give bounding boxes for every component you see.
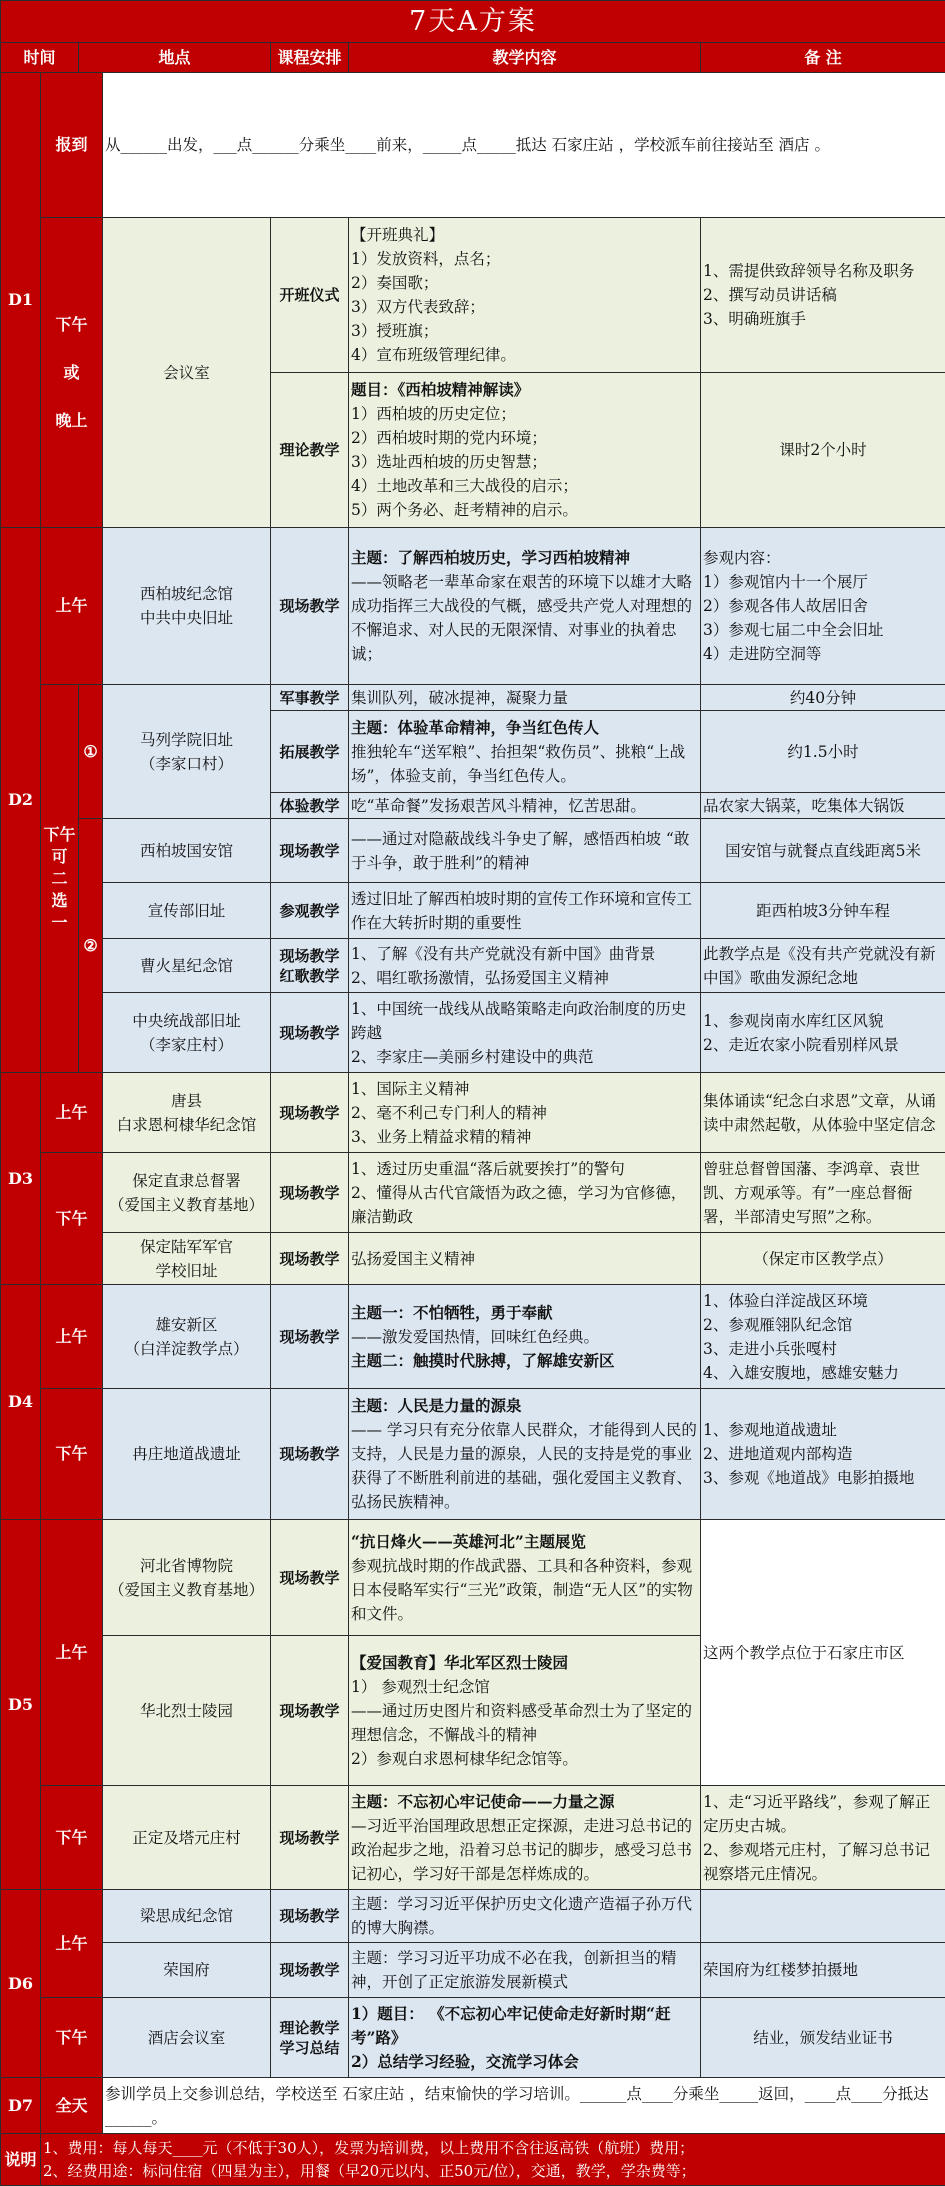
note-d5-am: 这两个教学点位于石家庄市区 (701, 1520, 945, 1786)
place-ranzhuang: 冉庄地道战遗址 (103, 1389, 271, 1520)
content-ranzhuang (349, 1389, 701, 1520)
content-governor-office: 1、透过历史重温“落后就要挨打”的警句 2、懂得从古代官箴悟为政之德，学习为官修德，廉洁勤政 (349, 1153, 701, 1233)
note-united-front: 1、参观岗南水库红区风貌 2、走近农家小院看别样风景 (701, 993, 945, 1073)
content-hebei-museum-body: 参观抗战时期的作战武器、工具和各种资料，参观日本侵略军实行“三光”政策，制造“无人区”的实物和文件。 (351, 1554, 698, 1626)
course-zhengding: 现场教学 (271, 1786, 349, 1890)
note-closing: 结业，颁发结业证书 (701, 1998, 945, 2078)
header-course: 课程安排 (271, 43, 349, 73)
note-zhengding: 1、走“习近平路线”，参观了解正定历史古城。 2、参观塔元庄村，了解习总书记视察塔元庄情况。 (701, 1786, 945, 1890)
content-hebei-museum (349, 1520, 701, 1636)
content-closing-2: 2）总结学习经验，交流学习体会 (351, 2050, 698, 2074)
note-xiongan: 1、体验白洋淀战区环境 2、参观雁翎队纪念馆 3、走进小兵张嘎村 4、入雄安腹地，感雄安魅力 (701, 1285, 945, 1389)
content-caohuoxing: 1、了解《没有共产党就没有新中国》曲背景 2、唱红歌扬激情，弘扬爱国主义精神 (349, 939, 701, 993)
place-xiongan: 雄安新区 （白洋淀教学点） (103, 1285, 271, 1389)
content-military: 集训队列，破冰提神，凝聚力量 (349, 685, 701, 711)
header-time: 时间 (1, 43, 79, 73)
place-united-front-dept: 中央统战部旧址 （李家庄村） (103, 993, 271, 1073)
content-propaganda: 透过旧址了解西柏坡时期的宣传工作环境和宣传工作在大转折时期的重要性 (349, 883, 701, 939)
content-xibaipo-title: 主题：了解西柏坡历史，学习西柏坡精神 (351, 546, 698, 570)
place-hebei-museum: 河北省博物院 （爱国主义教育基地） (103, 1520, 271, 1636)
course-extension: 拓展教学 (271, 711, 349, 793)
course-military: 军事教学 (271, 685, 349, 711)
content-theory-1-body: 1）西柏坡的历史定位； 2）西柏坡时期的党内环境； 3）选址西柏坡的历史智慧； 4）土地改革和三大战役的启示； 5）两个务必、赶考精神的启示。 (351, 402, 698, 522)
place-meeting-room: 会议室 (103, 218, 271, 528)
segment-d2-choice: 下午 可 二 选 一 (41, 685, 79, 1073)
note-extension: 约1.5小时 (701, 711, 945, 793)
content-bethune: 1、国际主义精神 2、毫不利己专门利人的精神 3、业务上精益求精的精神 (349, 1073, 701, 1153)
content-united-front: 1、中国统一战线从战略策略走向政治制度的历史跨越 2、李家庄—美丽乡村建设中的典范 (349, 993, 701, 1073)
content-experience: 吃“革命餐”发扬艰苦风斗精神，忆苦思甜。 (349, 793, 701, 819)
content-martyrs-cemetery-body: 1） 参观烈士纪念馆 ——通过历史图片和资料感受革命烈士为了坚定的理想信念，不懈战斗的精神 2）参观白求恩柯棣华纪念馆等。 (351, 1675, 698, 1771)
header-place: 地点 (79, 43, 271, 73)
course-xibaipo: 现场教学 (271, 528, 349, 685)
course-propaganda: 参观教学 (271, 883, 349, 939)
content-extension-title: 主题：体验革命精神，争当红色传人 (351, 716, 698, 740)
segment-d5-am: 上午 (41, 1520, 103, 1786)
footer-line-2: 2、经费用途：标问住宿（四星为主），用餐（早20元以内、正50元/位），交通，教学，学杂费等； (43, 2160, 943, 2183)
course-martyrs-cemetery: 现场教学 (271, 1636, 349, 1786)
course-ranzhuang: 现场教学 (271, 1389, 349, 1520)
place-governor-office: 保定直隶总督署 （爱国主义教育基地） (103, 1153, 271, 1233)
content-opening: 【开班典礼】 1）发放资料，点名； 2）奏国歌； 3）双方代表致辞； 3）授班旗； 4）宣布班级管理纪律。 (349, 218, 701, 373)
content-theory-1-title: 题目：《西柏坡精神解读》 (351, 378, 698, 402)
course-experience: 体验教学 (271, 793, 349, 819)
course-united-front: 现场教学 (271, 993, 349, 1073)
segment-d4-am: 上午 (41, 1285, 103, 1389)
header-note: 备 注 (701, 43, 945, 73)
footer-notes (41, 2134, 945, 2186)
segment-d3-am: 上午 (41, 1073, 103, 1153)
place-bethune-memorial: 唐县 白求恩柯棣华纪念馆 (103, 1073, 271, 1153)
content-extension-body: 推独轮车“送军粮”、抬担架“救伤员”、挑粮“上战场”，体验支前，争当红色传人。 (351, 740, 698, 788)
place-caohuoxing-memorial: 曹火星纪念馆 (103, 939, 271, 993)
segment-d3-pm: 下午 (41, 1153, 103, 1285)
content-military-academy: 弘扬爱国主义精神 (349, 1233, 701, 1285)
day-label-d1: D1 (1, 73, 41, 528)
place-xibaipo: 西柏坡纪念馆 中共中央旧址 (103, 528, 271, 685)
note-experience: 品农家大锅菜，吃集体大锅饭 (701, 793, 945, 819)
content-rongguofu: 主题：学习习近平功成不必在我，创新担当的精神，开创了正定旅游发展新模式 (349, 1943, 701, 1998)
place-zhengding: 正定及塔元庄村 (103, 1786, 271, 1890)
segment-d6-am: 上午 (41, 1890, 103, 1998)
content-martyrs-cemetery (349, 1636, 701, 1786)
content-xibaipo-body: ——领略老一辈革命家在艰苦的环境下以雄才大略成功指挥三大战役的气概，感受共产党人对理想的不懈追求、对人民的无限深情、对事业的执着忠诚； (351, 570, 698, 666)
segment-d4-pm: 下午 (41, 1389, 103, 1520)
day-label-d3: D3 (1, 1073, 41, 1285)
day-label-d6: D6 (1, 1890, 41, 2078)
report-content: 从______出发，___点______分乘坐____前来，_____点_____抵达 石家庄站 ，学校派车前往接站至 酒店 。 (103, 73, 945, 218)
footer-label: 说明 (1, 2134, 41, 2186)
content-closing-1: 1）题目： 《不忘初心牢记使命走好新时期“赶考”路》 (351, 2002, 698, 2050)
content-xiongan-title-2: 主题二：触摸时代脉搏，了解雄安新区 (351, 1349, 698, 1373)
page-title: 7天A方案 (1, 1, 945, 43)
course-military-academy: 现场教学 (271, 1233, 349, 1285)
content-liangsicheng: 主题：学习习近平保护历史文化遗产造福子孙万代的博大胸襟。 (349, 1890, 701, 1943)
course-governor-office: 现场教学 (271, 1153, 349, 1233)
note-propaganda: 距西柏坡3分钟车程 (701, 883, 945, 939)
note-opening: 1、需提供致辞领导名称及职务 2、撰写动员讲话稿 3、明确班旗手 (701, 218, 945, 373)
course-bethune: 现场教学 (271, 1073, 349, 1153)
note-theory-1: 课时2个小时 (701, 373, 945, 528)
note-governor-office: 曾驻总督曾国藩、李鸿章、袁世凯、方观承等。有”一座总督衙署，半部清史写照”之称。 (701, 1153, 945, 1233)
note-bethune: 集体诵读“纪念白求恩”文章，从诵读中肃然起敬，从体验中坚定信念 (701, 1073, 945, 1153)
place-liangsicheng: 梁思成纪念馆 (103, 1890, 271, 1943)
content-theory-1 (349, 373, 701, 528)
course-rongguofu: 现场教学 (271, 1943, 349, 1998)
note-military: 约40分钟 (701, 685, 945, 711)
course-theory-1: 理论教学 (271, 373, 349, 528)
note-xibaipo: 参观内容： 1）参观馆内十一个展厅 2）参观各伟人故居旧舍 3）参观七届二中全会旧址 4）走进防空洞等 (701, 528, 945, 685)
header-content: 教学内容 (349, 43, 701, 73)
note-rongguofu: 荣国府为红楼梦拍摄地 (701, 1943, 945, 1998)
segment-d6-pm: 下午 (41, 1998, 103, 2078)
place-malie-academy: 马列学院旧址 （李家口村） (103, 685, 271, 819)
content-guoan: ——通过对隐蔽战线斗争史了解，感悟西柏坡 “敢于斗争，敢于胜利”的精神 (349, 819, 701, 883)
content-xibaipo (349, 528, 701, 685)
content-closing (349, 1998, 701, 2078)
course-xiongan: 现场教学 (271, 1285, 349, 1389)
content-zhengding-title: 主题：不忘初心牢记使命——力量之源 (351, 1790, 698, 1814)
place-rongguofu: 荣国府 (103, 1943, 271, 1998)
place-propaganda-dept: 宣传部旧址 (103, 883, 271, 939)
course-opening: 开班仪式 (271, 218, 349, 373)
option-1-marker: ① (79, 685, 103, 819)
content-hebei-museum-title: “抗日烽火——英雄河北”主题展览 (351, 1530, 698, 1554)
content-ranzhuang-title: 主题：人民是力量的源泉 (351, 1394, 698, 1418)
note-liangsicheng (701, 1890, 945, 1943)
day-label-d4: D4 (1, 1285, 41, 1520)
day-label-d5: D5 (1, 1520, 41, 1890)
d7-content: 参训学员上交参训总结，学校送至 石家庄站 ，结束愉快的学习培训。______点____分乘坐_____返回，____点____分抵达______。 (103, 2078, 945, 2134)
day-label-d2: D2 (1, 528, 41, 1073)
course-caohuoxing: 现场教学 红歌教学 (271, 939, 349, 993)
course-guoan: 现场教学 (271, 819, 349, 883)
content-ranzhuang-body: —— 学习只有充分依靠人民群众，才能得到人民的支持，人民是力量的源泉，人民的支持是党的事业获得了不断胜利前进的基础，强化爱国主义教育、弘扬民族精神。 (351, 1418, 698, 1514)
place-hotel-meeting-room: 酒店会议室 (103, 1998, 271, 2078)
content-xiongan-line-1: ——激发爱国热情，回味红色经典。 (351, 1325, 698, 1349)
content-zhengding-body: —习近平治国理政思想正定探源，走进习总书记的政治起步之地，沿着习总书记的脚步，感受习总书记初心，学习好干部是怎样炼成的。 (351, 1814, 698, 1886)
note-guoan: 国安馆与就餐点直线距离5米 (701, 819, 945, 883)
note-ranzhuang: 1、参观地道战遗址 2、进地道观内部构造 3、参观《地道战》电影拍摄地 (701, 1389, 945, 1520)
note-caohuoxing: 此教学点是《没有共产党就没有新中国》歌曲发源纪念地 (701, 939, 945, 993)
content-xiongan (349, 1285, 701, 1389)
content-extension (349, 711, 701, 793)
footer-line-1: 1、费用：每人每天____元（不低于30人），发票为培训费，以上费用不含往返高铁（航班）费用； (43, 2137, 943, 2160)
segment-d7-allday: 全天 (41, 2078, 103, 2134)
course-liangsicheng: 现场教学 (271, 1890, 349, 1943)
note-military-academy: （保定市区教学点） (701, 1233, 945, 1285)
place-military-academy: 保定陆军军官 学校旧址 (103, 1233, 271, 1285)
course-hebei-museum: 现场教学 (271, 1520, 349, 1636)
day-label-d7: D7 (1, 2078, 41, 2134)
segment-d5-pm: 下午 (41, 1786, 103, 1890)
content-martyrs-cemetery-title: 【爱国教育】华北军区烈士陵园 (351, 1651, 698, 1675)
option-2-marker: ② (79, 819, 103, 1073)
segment-d2-am: 上午 (41, 528, 103, 685)
place-guoan-museum: 西柏坡国安馆 (103, 819, 271, 883)
content-xiongan-title-1: 主题一：不怕牺牲，勇于奉献 (351, 1301, 698, 1325)
segment-d1-afternoon: 下午 或 晚上 (41, 218, 103, 528)
place-martyrs-cemetery: 华北烈士陵园 (103, 1636, 271, 1786)
segment-baodao: 报到 (41, 73, 103, 218)
content-zhengding (349, 1786, 701, 1890)
course-closing: 理论教学 学习总结 (271, 1998, 349, 2078)
